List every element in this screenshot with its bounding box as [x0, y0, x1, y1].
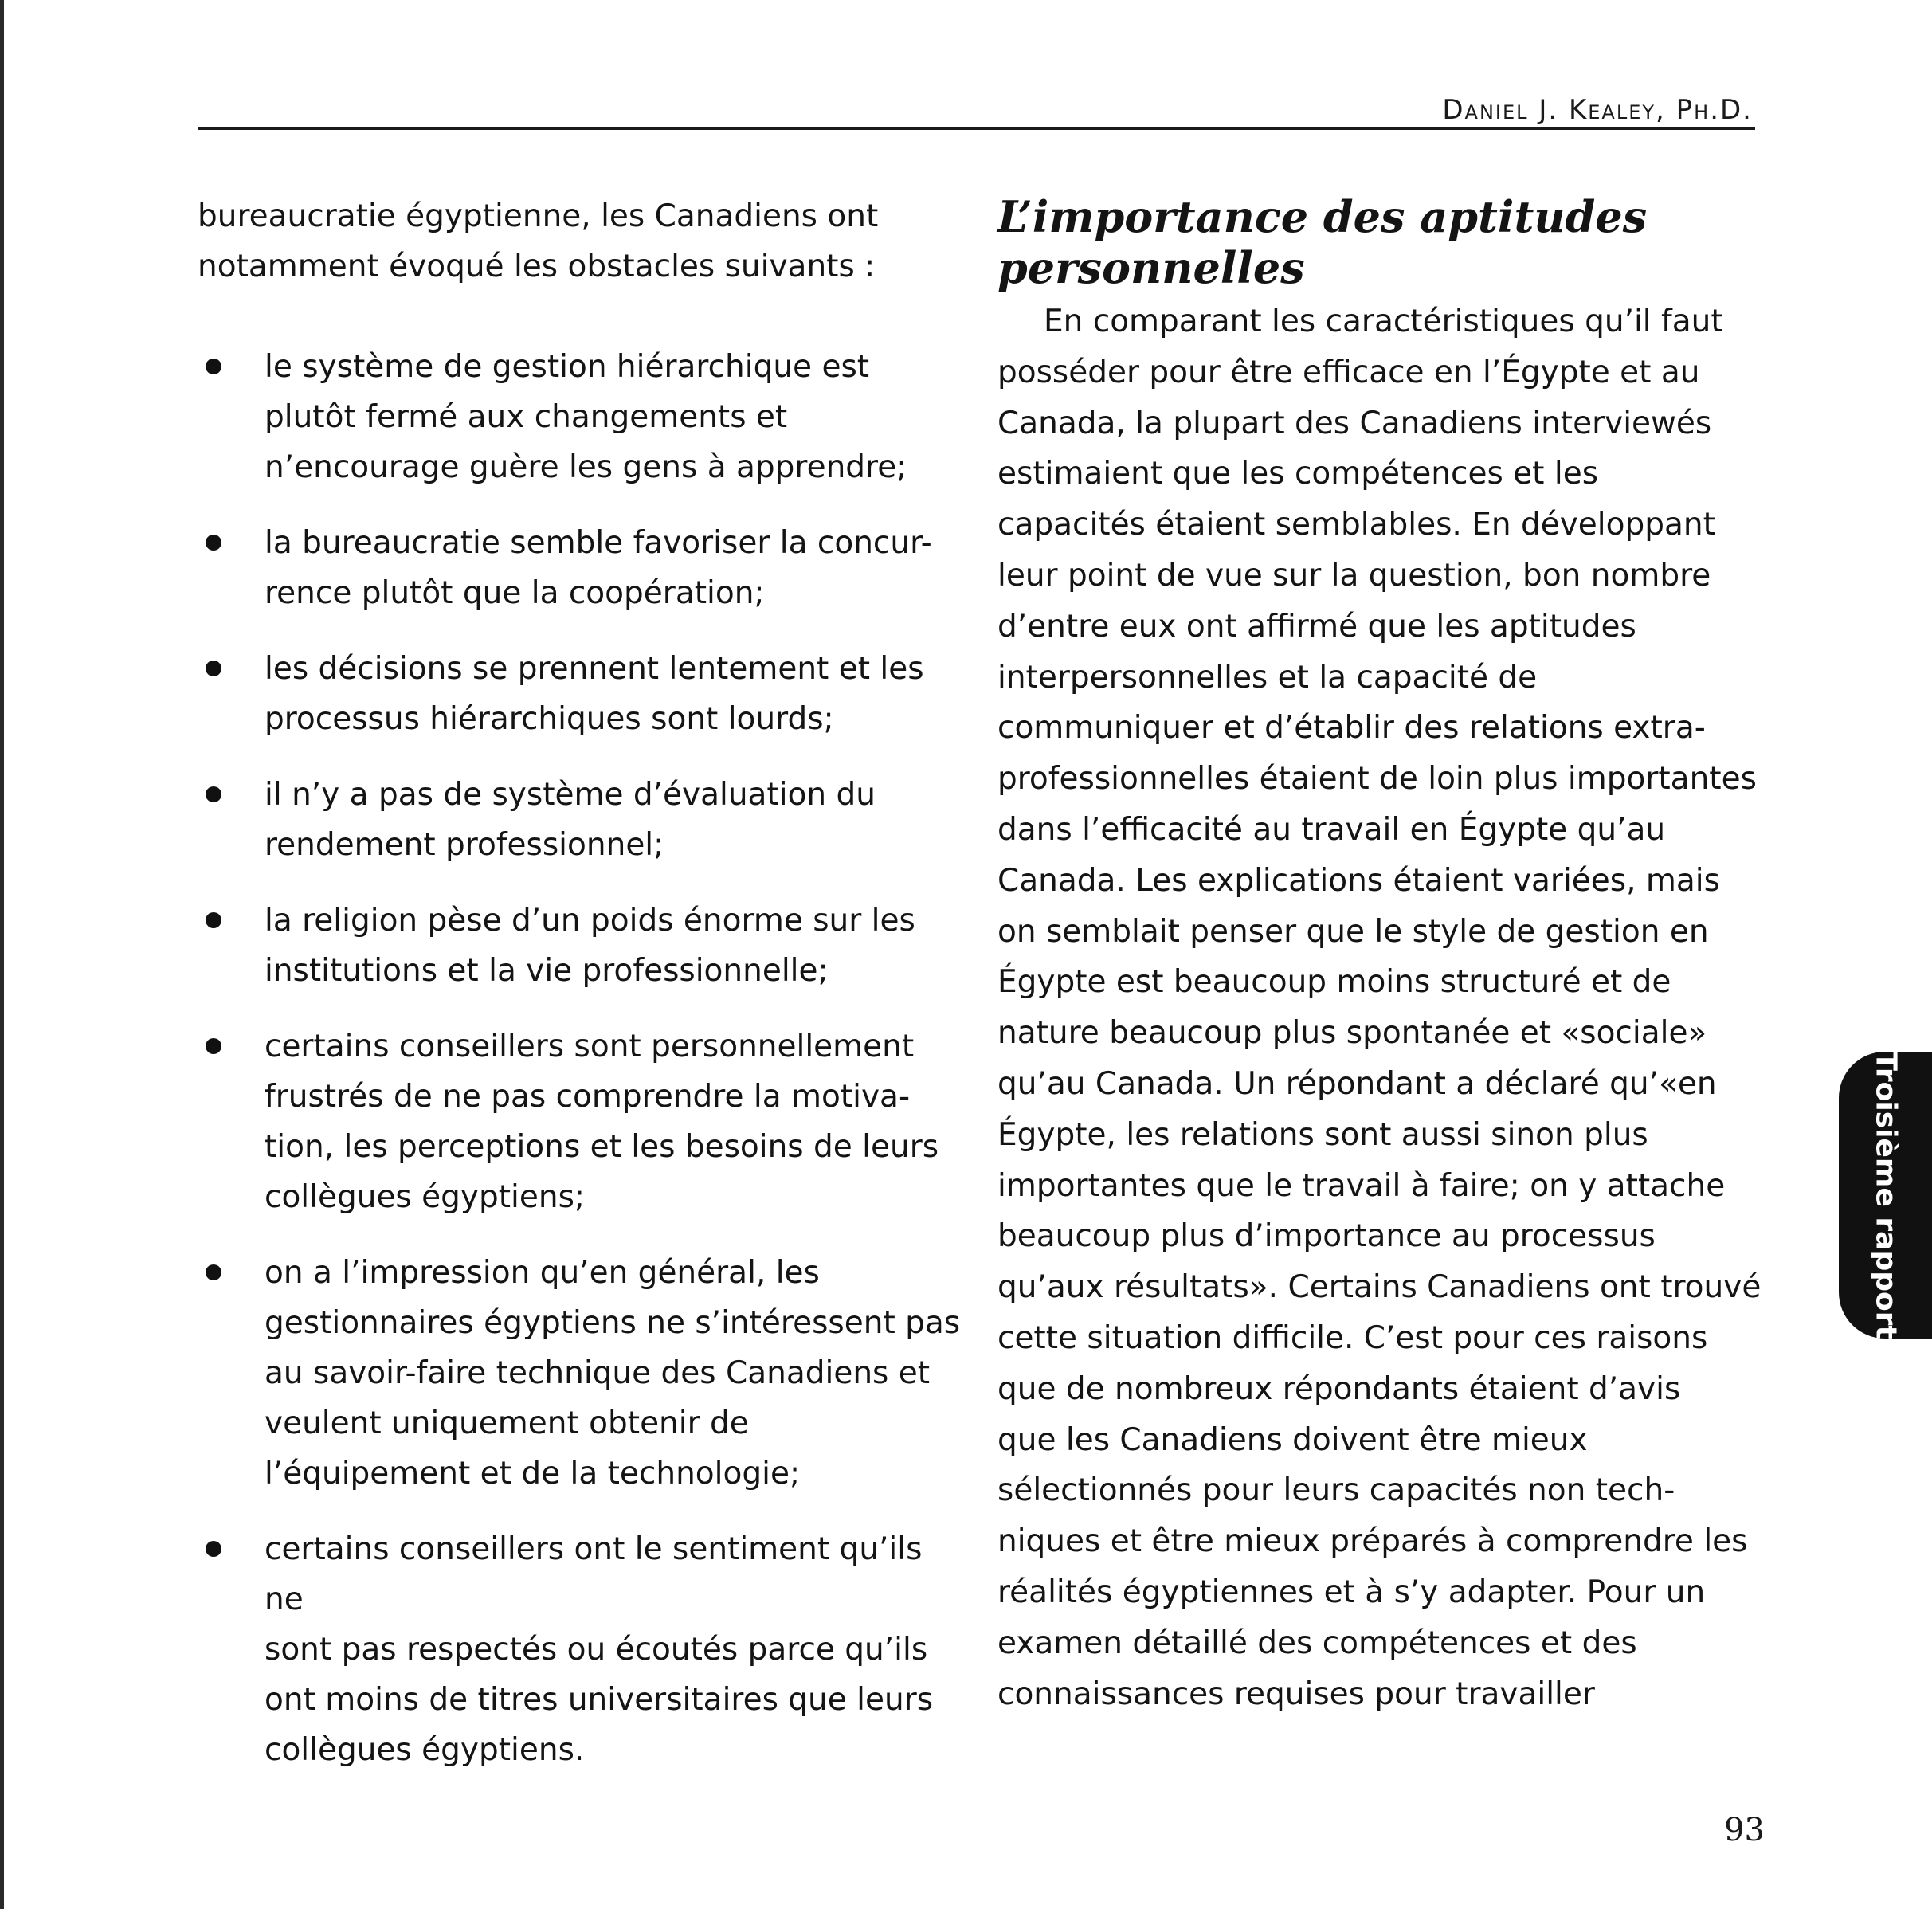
list-line: rence plutôt que la coopération;: [265, 575, 765, 611]
side-tab-label: Troisième rapport: [1869, 1051, 1902, 1339]
bullet-dot-icon: [206, 1038, 221, 1054]
list-line: veulent uniquement obtenir de: [265, 1405, 749, 1441]
intro-line: bureaucratie égyptienne, les Canadiens ont: [198, 198, 879, 234]
body-line: que de nombreux répondants étaient d’avis: [997, 1370, 1681, 1407]
heading-line: L’importance des aptitudes: [997, 191, 1648, 242]
list-item: [198, 1524, 962, 1775]
list-line: gestionnaires égyptiens ne s’intéressent pas: [265, 1305, 961, 1341]
list-item: [198, 896, 962, 996]
obstacles-list: [198, 342, 962, 1775]
body-line: qu’au Canada. Un répondant a déclaré qu’«en: [997, 1065, 1717, 1102]
body-line: sélectionnés pour leurs capacités non tech-: [997, 1472, 1675, 1509]
chapter-side-tab: [1839, 1052, 1932, 1339]
list-line: n’encourage guère les gens à apprendre;: [265, 449, 907, 485]
list-line: il n’y a pas de système d’évaluation du: [265, 777, 876, 813]
list-line: rendement professionnel;: [265, 827, 664, 863]
list-line: collègues égyptiens;: [265, 1179, 586, 1215]
bullet-dot-icon: [206, 1541, 221, 1557]
intro-paragraph: [198, 191, 962, 292]
body-line: professionnelles étaient de loin plus importantes: [997, 761, 1757, 798]
body-line: qu’aux résultats». Certains Canadiens ont trouvé: [997, 1269, 1762, 1306]
heading-line: personnelles: [997, 242, 1305, 293]
body-line: importantes que le travail à faire; on y attache: [997, 1167, 1726, 1204]
body-line: beaucoup plus d’importance au processus: [997, 1218, 1656, 1255]
body-line: posséder pour être efficace en l’Égypte et au: [997, 354, 1700, 390]
bullet-dot-icon: [206, 359, 221, 374]
list-line: sont pas respectés ou écoutés parce qu’ils: [265, 1632, 928, 1668]
list-line: l’équipement et de la technologie;: [265, 1456, 801, 1492]
body-line: dans l’efficacité au travail en Égypte qu’au: [997, 811, 1666, 848]
list-line: la bureaucratie semble favoriser la concur-: [265, 525, 932, 561]
body-line: on semblait penser que le style de gestion en: [997, 913, 1709, 950]
body-line: cette situation difficile. C’est pour ces raisons: [997, 1319, 1708, 1356]
running-header: Daniel J. Kealey, Ph.D.: [1442, 94, 1753, 126]
list-item: [198, 518, 962, 618]
body-line: que les Canadiens doivent être mieux: [997, 1421, 1588, 1458]
intro-line: notamment évoqué les obstacles suivants :: [198, 249, 876, 284]
page-edge-border: [0, 0, 4, 1909]
body-line: estimaient que les compétences et les: [997, 456, 1599, 492]
list-line: processus hiérarchiques sont lourds;: [265, 701, 834, 737]
list-item: [198, 1248, 962, 1499]
bullet-dot-icon: [206, 786, 221, 802]
body-line: réalités égyptiennes et à s’y adapter. Pour un: [997, 1574, 1706, 1610]
section-heading: [997, 191, 1762, 293]
bullet-dot-icon: [206, 1264, 221, 1280]
body-line: connaissances requises pour travailler: [997, 1676, 1595, 1712]
list-line: frustrés de ne pas comprendre la motiva-: [265, 1079, 911, 1115]
body-line: examen détaillé des compétences et des: [997, 1625, 1637, 1661]
list-line: plutôt fermé aux changements et: [265, 399, 788, 435]
list-line: collègues égyptiens.: [265, 1732, 585, 1768]
list-line: tion, les perceptions et les besoins de leurs: [265, 1129, 939, 1165]
body-line: nature beaucoup plus spontanée et «sociale»: [997, 1015, 1707, 1052]
body-line: Égypte est beaucoup moins structuré et de: [997, 964, 1671, 1001]
bullet-dot-icon: [206, 535, 221, 551]
list-item: [198, 342, 962, 492]
list-line: certains conseillers ont le sentiment qu’ils ne: [265, 1531, 923, 1617]
list-line: la religion pèse d’un poids énorme sur les: [265, 903, 915, 939]
list-line: ont moins de titres universitaires que leurs: [265, 1682, 934, 1718]
list-line: au savoir-faire technique des Canadiens et: [265, 1355, 931, 1391]
left-column: [198, 191, 962, 1775]
body-line: interpersonnelles et la capacité de: [997, 659, 1538, 696]
body-line: Canada, la plupart des Canadiens interviewés: [997, 405, 1712, 441]
body-line: d’entre eux ont affirmé que les aptitudes: [997, 608, 1636, 645]
list-line: institutions et la vie professionnelle;: [265, 953, 829, 989]
body-line: communiquer et d’établir des relations extra-: [997, 710, 1706, 747]
bullet-dot-icon: [206, 912, 221, 928]
list-item: [198, 1021, 962, 1222]
list-line: certains conseillers sont personnellement: [265, 1029, 915, 1064]
body-line: Égypte, les relations sont aussi sinon plus: [997, 1116, 1648, 1153]
body-line: niques et être mieux préparés à comprendre les: [997, 1523, 1748, 1560]
list-item: [198, 770, 962, 870]
list-line: les décisions se prennent lentement et les: [265, 651, 924, 687]
list-line: on a l’impression qu’en général, les: [265, 1255, 820, 1291]
body-line: capacités étaient semblables. En développant: [997, 507, 1715, 543]
body-line: En comparant les caractéristiques qu’il faut: [1044, 304, 1723, 339]
body-paragraph: [997, 296, 1762, 1719]
header-rule: [198, 127, 1755, 130]
bullet-dot-icon: [206, 661, 221, 676]
body-line: Canada. Les explications étaient variées, mais: [997, 862, 1720, 899]
page-number: 93: [1724, 1812, 1765, 1848]
list-item: [198, 644, 962, 744]
list-line: le système de gestion hiérarchique est: [265, 349, 870, 385]
right-column: [997, 191, 1762, 1719]
body-line: leur point de vue sur la question, bon nombre: [997, 557, 1711, 594]
